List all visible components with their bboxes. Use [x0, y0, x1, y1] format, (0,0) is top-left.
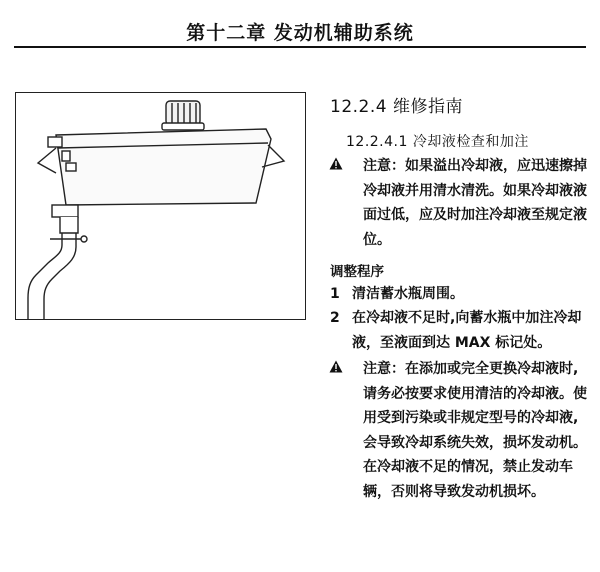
warning-2-line: 会导致冷却系统失效，损坏发动机。: [363, 434, 587, 451]
warning-triangle-icon: [329, 157, 343, 170]
warning-2-line: 用受到污染或非规定型号的冷却液,: [363, 410, 579, 426]
warning-1-line: 位。: [363, 231, 391, 248]
warning-1-line: 冷却液并用清水清洗。如果冷却液液: [363, 182, 587, 199]
chapter-title: 第十二章 发动机辅助系统: [186, 22, 414, 44]
warning-2-line: 辆，否则将导致发动机损坏。: [363, 483, 545, 500]
step-number: 1: [330, 286, 340, 302]
warning-1-line: 面过低，应及时加注冷却液至规定液: [363, 207, 587, 223]
step-text: 在冷却液不足时,向蓄水瓶中加注冷却: [352, 310, 582, 326]
step-text: 清洁蓄水瓶周围。: [352, 286, 464, 302]
warning-2-line: 在冷却液不足的情况，禁止发动车: [363, 459, 573, 475]
warning-2-line: 请务必按要求使用清洁的冷却液。使: [363, 385, 587, 402]
warning-triangle-icon: [329, 360, 343, 373]
coolant-reservoir-figure: [15, 92, 306, 320]
warning-1-line: 注意：如果溢出冷却液，应迅速擦掉: [363, 158, 587, 174]
procedure-label: 调整程序: [330, 264, 384, 280]
warning-2-line: 注意：在添加或完全更换冷却液时,: [363, 361, 579, 377]
coolant-reservoir-illustration: [16, 93, 306, 320]
step-number: 2: [330, 310, 340, 326]
header-rule: [14, 46, 586, 48]
step-text: 液，至液面到达 MAX 标记处。: [352, 334, 552, 351]
section-title: 12.2.4 维修指南: [330, 97, 463, 117]
subsection-title: 12.2.4.1 冷却液检查和加注: [346, 134, 529, 150]
